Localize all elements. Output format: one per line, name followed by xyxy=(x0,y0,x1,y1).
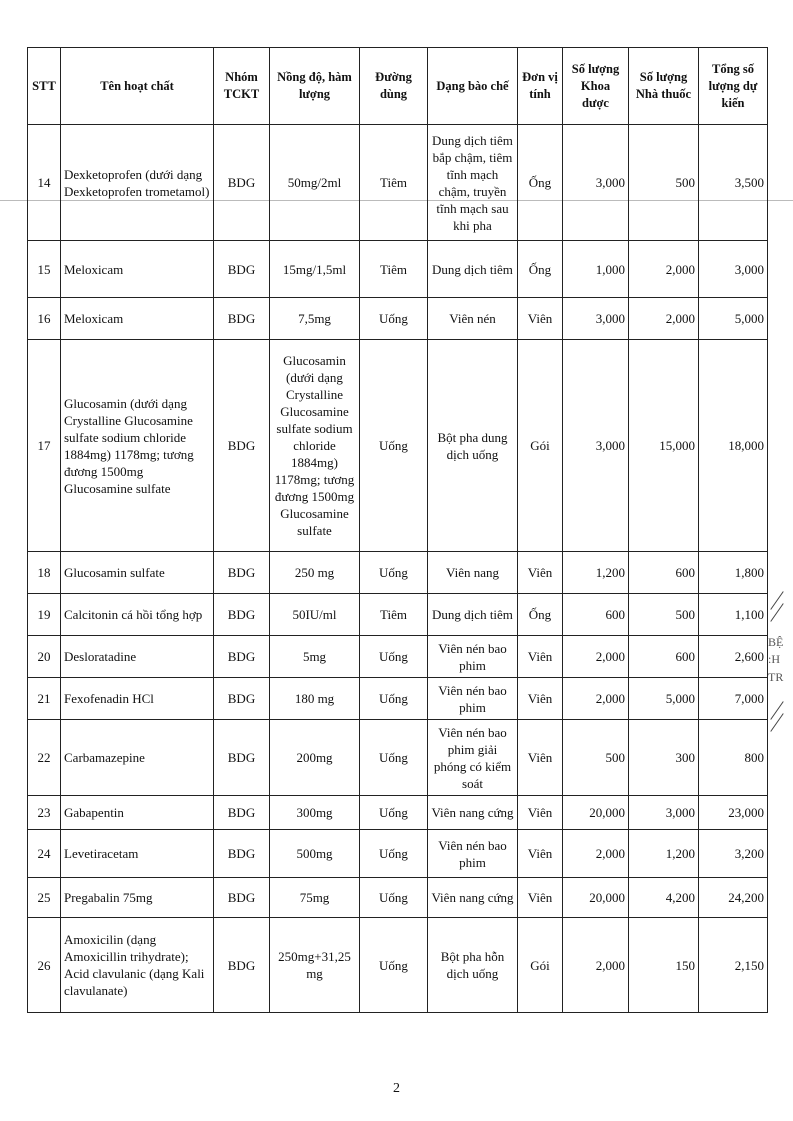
table-row xyxy=(28,830,768,878)
drug-table xyxy=(27,47,768,1013)
stamp-text: TR xyxy=(768,670,784,684)
cell-stt: 25 xyxy=(28,878,61,918)
cell-unit: Ống xyxy=(518,241,563,298)
cell-name: Levetiracetam xyxy=(61,830,214,878)
cell-form: Viên nén bao phim xyxy=(428,636,518,678)
cell-qty-pharmacy: 1,200 xyxy=(629,830,699,878)
cell-qty-dept: 2,000 xyxy=(563,918,629,1013)
cell-qty-pharmacy: 2,000 xyxy=(629,241,699,298)
cell-qty-pharmacy: 500 xyxy=(629,594,699,636)
table-row xyxy=(28,918,768,1013)
header-qty-dept: Số lượng Khoa dược xyxy=(563,48,629,125)
cell-form: Viên nén bao phim xyxy=(428,830,518,878)
cell-qty-total: 24,200 xyxy=(699,878,768,918)
cell-unit: Viên xyxy=(518,720,563,796)
cell-qty-dept: 3,000 xyxy=(563,340,629,552)
cell-unit: Viên xyxy=(518,552,563,594)
cell-qty-pharmacy: 600 xyxy=(629,636,699,678)
cell-route: Uống xyxy=(360,552,428,594)
header-stt: STT xyxy=(28,48,61,125)
cell-qty-total: 3,000 xyxy=(699,241,768,298)
cell-unit: Viên xyxy=(518,298,563,340)
cell-group: BDG xyxy=(214,552,270,594)
cell-qty-total: 3,500 xyxy=(699,125,768,241)
cell-strength: 50IU/ml xyxy=(270,594,360,636)
cell-group: BDG xyxy=(214,720,270,796)
header-group: Nhóm TCKT xyxy=(214,48,270,125)
cell-name: Gabapentin xyxy=(61,796,214,830)
cell-unit: Viên xyxy=(518,678,563,720)
cell-strength: 250 mg xyxy=(270,552,360,594)
cell-form: Bột pha hỗn dịch uống xyxy=(428,918,518,1013)
cell-qty-dept: 600 xyxy=(563,594,629,636)
cell-route: Uống xyxy=(360,340,428,552)
cell-group: BDG xyxy=(214,241,270,298)
cell-unit: Viên xyxy=(518,878,563,918)
cell-qty-total: 2,150 xyxy=(699,918,768,1013)
cell-form: Viên nén bao phim xyxy=(428,678,518,720)
stamp-stroke xyxy=(770,701,783,720)
cell-stt: 26 xyxy=(28,918,61,1013)
cell-qty-pharmacy: 500 xyxy=(629,125,699,241)
cell-name: Dexketoprofen (dưới dạng Dexketoprofen trometamol) xyxy=(61,125,214,241)
header-route: Đường dùng xyxy=(360,48,428,125)
stamp-stroke xyxy=(770,591,783,610)
cell-qty-dept: 2,000 xyxy=(563,830,629,878)
cell-qty-dept: 20,000 xyxy=(563,878,629,918)
cell-qty-pharmacy: 600 xyxy=(629,552,699,594)
cell-form: Dung dịch tiêm xyxy=(428,594,518,636)
header-unit: Đơn vị tính xyxy=(518,48,563,125)
cell-route: Uống xyxy=(360,298,428,340)
cell-stt: 21 xyxy=(28,678,61,720)
cell-group: BDG xyxy=(214,125,270,241)
cell-group: BDG xyxy=(214,636,270,678)
stamp-text: :H xyxy=(768,652,780,666)
cell-qty-dept: 2,000 xyxy=(563,678,629,720)
cell-group: BDG xyxy=(214,594,270,636)
cell-qty-dept: 3,000 xyxy=(563,298,629,340)
cell-stt: 18 xyxy=(28,552,61,594)
header-form: Dạng bào chế xyxy=(428,48,518,125)
cell-qty-dept: 3,000 xyxy=(563,125,629,241)
cell-qty-dept: 2,000 xyxy=(563,636,629,678)
cell-qty-pharmacy: 15,000 xyxy=(629,340,699,552)
cell-name: Meloxicam xyxy=(61,241,214,298)
cell-route: Uống xyxy=(360,678,428,720)
table-row xyxy=(28,796,768,830)
cell-route: Uống xyxy=(360,878,428,918)
table-row xyxy=(28,878,768,918)
cell-qty-pharmacy: 3,000 xyxy=(629,796,699,830)
cell-route: Uống xyxy=(360,796,428,830)
cell-form: Dung dịch tiêm bắp chậm, tiêm tĩnh mạch chậm, truyền tĩnh mạch sau khi pha xyxy=(428,125,518,241)
table-row xyxy=(28,552,768,594)
cell-name: Glucosamin (dưới dạng Crystalline Glucosamine sulfate sodium chloride 1884mg) 1178mg; tương đương 1500mg Glucosamine sulfate xyxy=(61,340,214,552)
cell-form: Dung dịch tiêm xyxy=(428,241,518,298)
cell-strength: 5mg xyxy=(270,636,360,678)
cell-qty-total: 5,000 xyxy=(699,298,768,340)
cell-qty-total: 1,800 xyxy=(699,552,768,594)
cell-unit: Gói xyxy=(518,340,563,552)
cell-form: Viên nén xyxy=(428,298,518,340)
cell-form: Viên nang cứng xyxy=(428,878,518,918)
cell-strength: 250mg+31,25 mg xyxy=(270,918,360,1013)
cell-unit: Gói xyxy=(518,918,563,1013)
cell-form: Viên nang xyxy=(428,552,518,594)
cell-group: BDG xyxy=(214,918,270,1013)
cell-qty-dept: 1,200 xyxy=(563,552,629,594)
cell-group: BDG xyxy=(214,298,270,340)
cell-stt: 24 xyxy=(28,830,61,878)
cell-route: Uống xyxy=(360,636,428,678)
table-body xyxy=(28,125,768,1013)
cell-unit: Viên xyxy=(518,796,563,830)
cell-stt: 20 xyxy=(28,636,61,678)
cell-qty-pharmacy: 300 xyxy=(629,720,699,796)
cell-qty-total: 800 xyxy=(699,720,768,796)
cell-route: Uống xyxy=(360,720,428,796)
cell-qty-pharmacy: 150 xyxy=(629,918,699,1013)
table-row xyxy=(28,636,768,678)
cell-name: Meloxicam xyxy=(61,298,214,340)
cell-strength: 75mg xyxy=(270,878,360,918)
cell-strength: Glucosamin (dưới dạng Crystalline Glucosamine sulfate sodium chloride 1884mg) 1178mg; tương đương 1500mg Glucosamine sulfate xyxy=(270,340,360,552)
cell-unit: Ống xyxy=(518,125,563,241)
cell-group: BDG xyxy=(214,796,270,830)
cell-route: Tiêm xyxy=(360,594,428,636)
header-name: Tên hoạt chất xyxy=(61,48,214,125)
stamp-text: BỆ xyxy=(768,635,784,649)
cell-route: Uống xyxy=(360,830,428,878)
table-row xyxy=(28,340,768,552)
cell-form: Bột pha dung dịch uống xyxy=(428,340,518,552)
cell-name: Desloratadine xyxy=(61,636,214,678)
cell-stt: 23 xyxy=(28,796,61,830)
cell-qty-total: 7,000 xyxy=(699,678,768,720)
cell-strength: 180 mg xyxy=(270,678,360,720)
table-row xyxy=(28,298,768,340)
header-strength: Nồng độ, hàm lượng xyxy=(270,48,360,125)
cell-strength: 15mg/1,5ml xyxy=(270,241,360,298)
cell-name: Fexofenadin HCl xyxy=(61,678,214,720)
cell-strength: 500mg xyxy=(270,830,360,878)
cell-group: BDG xyxy=(214,830,270,878)
cell-group: BDG xyxy=(214,878,270,918)
cell-qty-dept: 20,000 xyxy=(563,796,629,830)
cell-name: Carbamazepine xyxy=(61,720,214,796)
table-row xyxy=(28,125,768,241)
header-qty-pharmacy: Số lượng Nhà thuốc xyxy=(629,48,699,125)
cell-stt: 14 xyxy=(28,125,61,241)
cell-unit: Viên xyxy=(518,636,563,678)
cell-strength: 50mg/2ml xyxy=(270,125,360,241)
cell-qty-total: 2,600 xyxy=(699,636,768,678)
cell-qty-total: 1,100 xyxy=(699,594,768,636)
stamp-fragment xyxy=(760,590,793,760)
cell-group: BDG xyxy=(214,678,270,720)
cell-name: Pregabalin 75mg xyxy=(61,878,214,918)
cell-qty-total: 3,200 xyxy=(699,830,768,878)
cell-name: Glucosamin sulfate xyxy=(61,552,214,594)
cell-route: Tiêm xyxy=(360,125,428,241)
cell-unit: Viên xyxy=(518,830,563,878)
cell-form: Viên nén bao phim giải phóng có kiểm soát xyxy=(428,720,518,796)
cell-stt: 15 xyxy=(28,241,61,298)
cell-route: Tiêm xyxy=(360,241,428,298)
cell-unit: Ống xyxy=(518,594,563,636)
table-row xyxy=(28,720,768,796)
table-header-row xyxy=(28,48,768,125)
cell-qty-total: 23,000 xyxy=(699,796,768,830)
cell-stt: 19 xyxy=(28,594,61,636)
cell-qty-dept: 500 xyxy=(563,720,629,796)
cell-group: BDG xyxy=(214,340,270,552)
cell-stt: 16 xyxy=(28,298,61,340)
cell-route: Uống xyxy=(360,918,428,1013)
cell-qty-total: 18,000 xyxy=(699,340,768,552)
cell-qty-pharmacy: 4,200 xyxy=(629,878,699,918)
cell-stt: 17 xyxy=(28,340,61,552)
table-row xyxy=(28,594,768,636)
cell-name: Calcitonin cá hồi tổng hợp xyxy=(61,594,214,636)
cell-qty-dept: 1,000 xyxy=(563,241,629,298)
page-number: 2 xyxy=(393,1081,400,1096)
table-row xyxy=(28,678,768,720)
header-qty-total: Tổng số lượng dự kiến xyxy=(699,48,768,125)
cell-strength: 200mg xyxy=(270,720,360,796)
table-row xyxy=(28,241,768,298)
cell-name: Amoxicilin (dạng Amoxicillin trihydrate); Acid clavulanic (dạng Kali clavulanate) xyxy=(61,918,214,1013)
cell-form: Viên nang cứng xyxy=(428,796,518,830)
cell-strength: 7,5mg xyxy=(270,298,360,340)
cell-qty-pharmacy: 2,000 xyxy=(629,298,699,340)
cell-qty-pharmacy: 5,000 xyxy=(629,678,699,720)
cell-strength: 300mg xyxy=(270,796,360,830)
cell-stt: 22 xyxy=(28,720,61,796)
